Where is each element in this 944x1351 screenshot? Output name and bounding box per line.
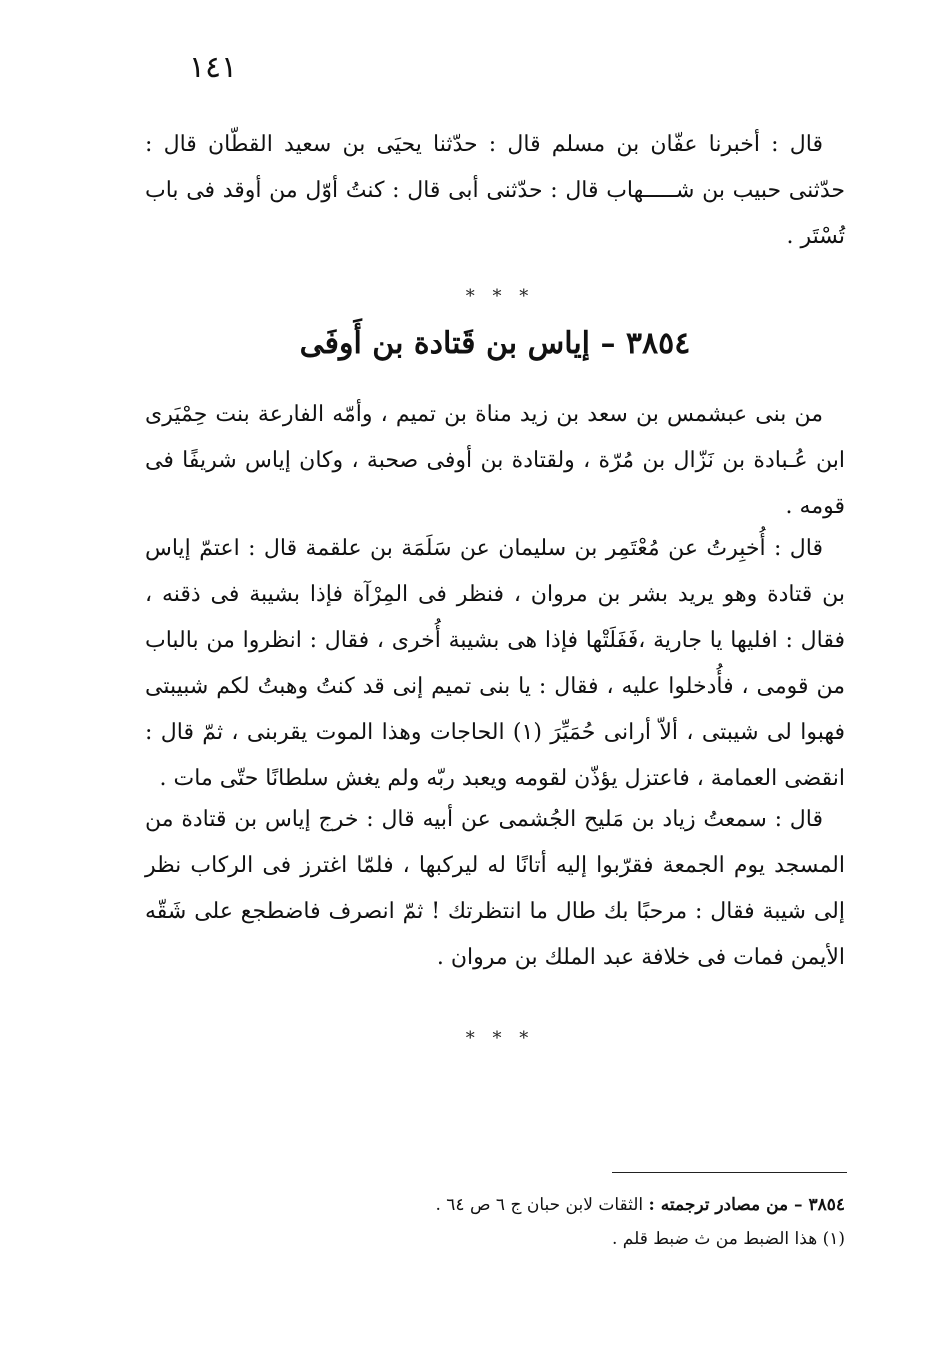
paragraph-lineage — [145, 392, 845, 530]
paragraph-grey-hair-story — [145, 526, 845, 802]
footnote-source — [420, 1188, 845, 1222]
section-separator: * * * — [465, 286, 535, 307]
paragraph-death-story — [145, 797, 845, 981]
footnote-source-label: ٣٨٥٤ – من مصادر ترجمته : — [648, 1195, 845, 1215]
section-separator: * * * — [465, 1028, 535, 1049]
footnote-1: (١) هذا الضبط من ث ضبط قلم . — [612, 1229, 845, 1249]
footnote-divider — [612, 1172, 847, 1173]
page-number: ١٤١ — [188, 50, 238, 85]
paragraph-text: قال : أُخبِرتُ عن مُعْتَمِر بن سليمان عن سَلَمَة بن علقمة قال : اعتمّ إياس بن قتادة وهو يريد بشر بن مروان ، فنظر فى المِرْآة فإذا بشيبة فى ذقنه ، فقال : افليها يا جارية ،فَفَلَتْها فإذا هى بشيبة أُخرى ، فقال : انظروا من بالباب من قومى ، فأُدخلوا عليه ، فقال : يا بنى تميم إنى قد كنتُ وهبتُ لكم شبيبتى فهبوا لى شيبتى ، ألاّ أرانى حُمَيِّرَ (١) الحاجات وهذا الموت يقربنى ، ثمّ قال : انقضى العمامة ، فاعتزل يؤذّن لقومه ويعبد ربّه ولم يغش سلطانًا حتّى مات . — [145, 536, 846, 791]
entry-heading: ٣٨٥٤ – إياس بن قَتادة بن أَوفَى — [299, 326, 691, 361]
paragraph-text: من بنى عبشمس بن سعد بن زيد مناة بن تميم ، وأمّه الفارعة بنت حِمْيَرى ابن عُـبادة بن نَزّال بن مُرّة ، ولقتادة بن أوفى صحبة ، وكان إياس شريفًا فى قومه . — [145, 402, 845, 519]
paragraph-text: قال : أخبرنا عفّان بن مسلم قال : حدّثنا يحيَى بن سعيد القطّان قال : حدّثنى حبيب بن شـــــهاب قال : حدّثنى أبى قال : كنتُ أوّل من أوقد فى باب تُسْتَر . — [145, 132, 845, 249]
footnote-source-text: الثقات لابن حبان ج ٦ ص ٦٤ . — [435, 1195, 644, 1215]
paragraph-opening-narration — [145, 122, 845, 260]
paragraph-text: قال : سمعتُ زياد بن مَليح الجُشمى عن أبيه قال : خرج إياس بن قتادة من المسجد يوم الجمعة فقرّبوا إليه أتانًا له ليركبها ، فلمّا اغترز فى الركاب نظر إلى شيبة فقال : مرحبًا بك طال ما انتظرتك ! ثمّ انصرف فاضطجع على شَقّه الأيمن فمات فى خلافة عبد الملك بن مروان . — [145, 807, 845, 970]
footnotes — [420, 1188, 845, 1256]
